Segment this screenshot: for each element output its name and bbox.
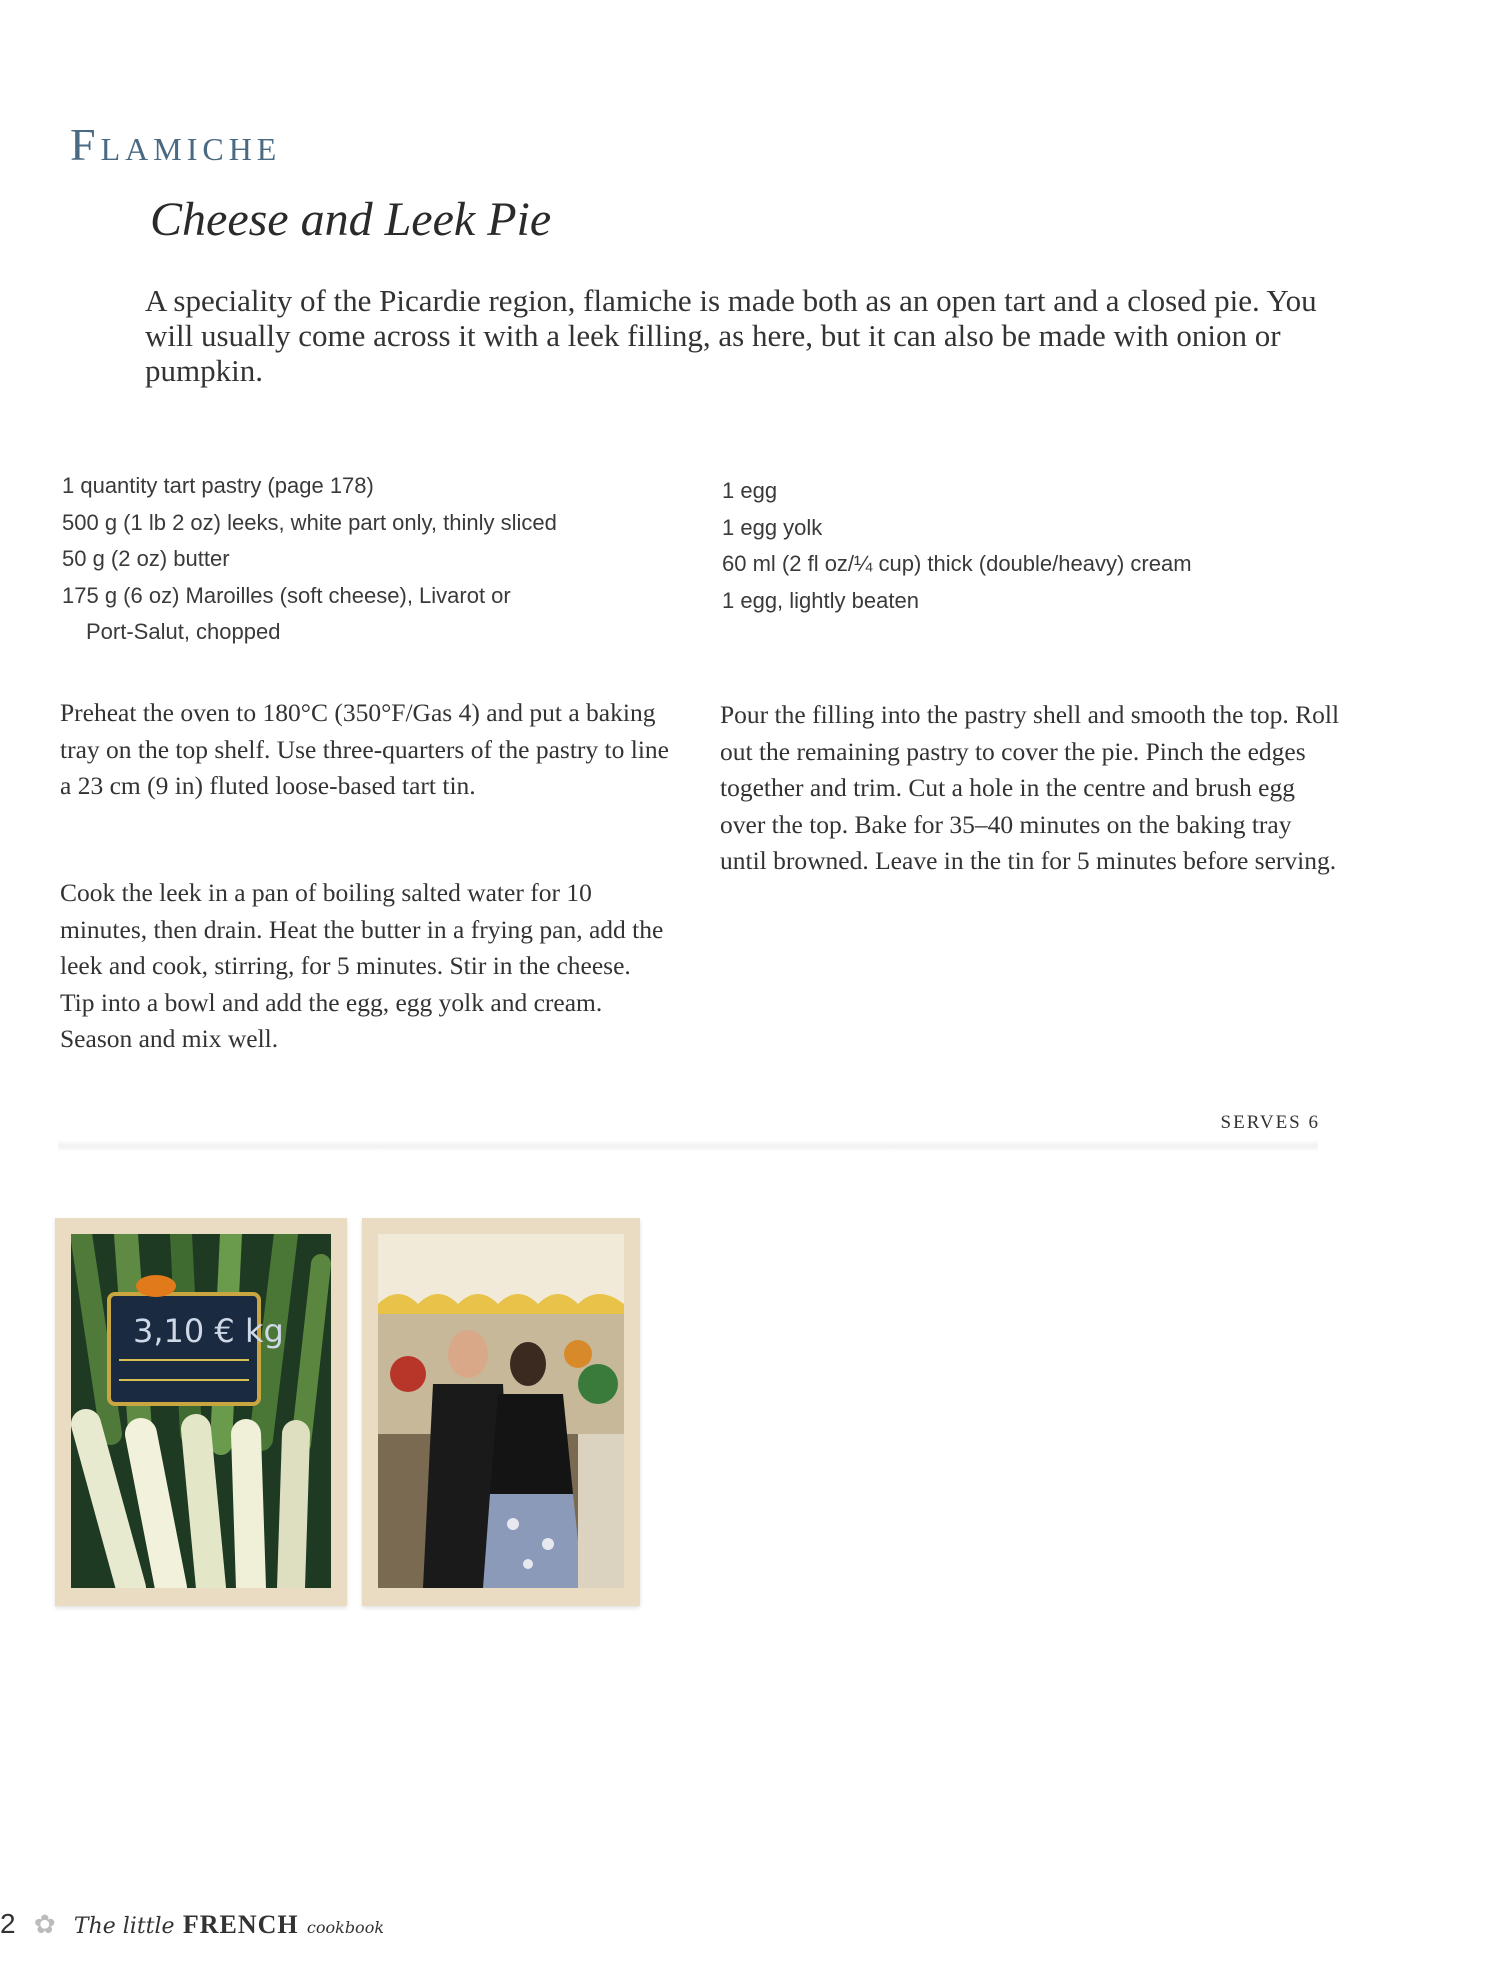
recipe-subtitle: Cheese and Leek Pie bbox=[150, 193, 552, 246]
method-step-3: Pour the filling into the pastry shell and smooth the top. Roll out the remaining pastry to cover the pie. Pinch the edges together and trim. Cut a hole in the centre and brush egg over the top. Bake for 35–40 minutes on the baking tray until browned. Leave in the tin for 5 minutes before serving. bbox=[720, 700, 1340, 875]
book-title-part3: cookbook bbox=[306, 1918, 385, 1937]
ingredient-item: 500 g (1 lb 2 oz) leeks, white part only, thinly sliced bbox=[62, 509, 557, 535]
sign-price: 3,10 € kg bbox=[133, 1312, 284, 1350]
book-title-part1: The little bbox=[73, 1914, 175, 1939]
method-step-1: Preheat the oven to 180°C (350°F/Gas 4) and put a baking tray on the top shelf. Use three-quarters of the pastry to line a 23 cm (9 in) fluted loose-based tart tin. bbox=[60, 698, 669, 800]
market-illustration bbox=[378, 1234, 624, 1588]
leeks-illustration bbox=[71, 1234, 331, 1588]
leeks-photo bbox=[55, 1218, 347, 1606]
section-divider bbox=[58, 1140, 1318, 1152]
ingredient-item: 1 quantity tart pastry (page 178) bbox=[62, 473, 374, 498]
market-photo bbox=[362, 1218, 640, 1606]
book-title-part2: FRENCH bbox=[182, 1910, 299, 1939]
ingredient-text: 175 g (6 oz) Maroilles (soft cheese), Livarot or bbox=[62, 582, 511, 608]
page-number: 2 bbox=[0, 1908, 16, 1939]
ingredient-item: 50 g (2 oz) butter bbox=[62, 546, 230, 571]
ingredient-item bbox=[62, 578, 662, 651]
ingredient-item: 1 egg, lightly beaten bbox=[722, 587, 919, 613]
method-step-2: Cook the leek in a pan of boiling salted water for 10 minutes, then drain. Heat the butter in a frying pan, add the leek and cook, stirring, for 5 minutes. Stir in the cheese. Tip into a bowl and add the egg, egg yolk and cream. Season and mix well. bbox=[60, 878, 664, 1053]
leeks-image bbox=[71, 1234, 331, 1588]
page-footer bbox=[0, 1908, 384, 1940]
recipe-intro: A speciality of the Picardie region, flamiche is made both as an open tart and a closed pie. You will usually come across it with a leek filling, as here, but it can also be made with onion or pumpkin. bbox=[145, 283, 1317, 388]
flower-icon: ✿ bbox=[33, 1910, 56, 1940]
ingredients-list-right bbox=[722, 473, 1362, 619]
ingredient-item: 1 egg bbox=[722, 478, 778, 503]
ingredients-list-left bbox=[62, 468, 662, 651]
ingredient-continuation: Port-Salut, chopped bbox=[86, 619, 281, 644]
ingredient-item: 1 egg yolk bbox=[722, 514, 823, 540]
ingredient-item: 60 ml (2 fl oz/¼ cup) thick (double/heavy) cream bbox=[722, 551, 1192, 576]
serves-label: SERVES 6 bbox=[1220, 1112, 1320, 1133]
market-image bbox=[378, 1234, 624, 1588]
recipe-title: Flamiche bbox=[70, 119, 282, 170]
